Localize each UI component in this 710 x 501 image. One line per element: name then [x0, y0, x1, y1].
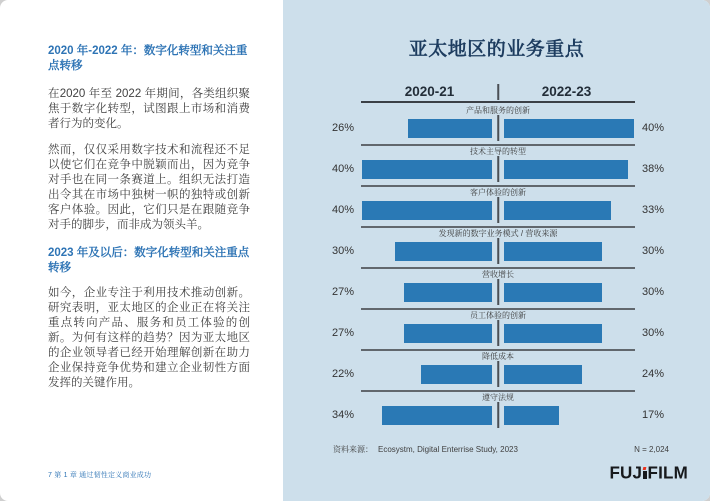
left-percent-label: 27% [331, 327, 354, 339]
chart-row [325, 185, 671, 226]
column-header-2020-21: 2020-21 [404, 84, 455, 99]
category-label: 遵守法规 [482, 393, 514, 402]
bar-2022-23 [504, 365, 582, 384]
bar-pair [361, 364, 635, 384]
right-percent-label: 30% [642, 286, 665, 298]
category-label: 技术主导的转型 [470, 147, 526, 156]
chart-source-row [333, 444, 671, 455]
bar-pair [361, 118, 635, 138]
header-divider-line [497, 84, 499, 100]
logo-text-suffix: FILM [647, 462, 688, 483]
row-separator-line [361, 349, 635, 351]
paragraph-1: 在2020 年至 2022 年期间，各类组织聚焦于数字化转型，试图跟上市场和消费者行为的变化。 [48, 88, 250, 131]
bar-pair [361, 241, 635, 261]
right-percent-label: 24% [642, 368, 665, 380]
chart-row [325, 308, 671, 349]
left-percent-label: 26% [331, 122, 354, 134]
right-percent-label: 30% [642, 327, 665, 339]
bar-pair [361, 200, 635, 220]
category-label: 发现新的数字业务模式 / 营收来源 [438, 229, 558, 238]
source-label: 资料来源： [333, 445, 373, 454]
row-separator-line [361, 226, 635, 228]
bar-pair [361, 405, 635, 425]
bar-2020-21 [395, 242, 493, 261]
bar-2022-23 [504, 160, 628, 179]
left-percent-label: 40% [331, 204, 354, 216]
chart-row [325, 267, 671, 308]
bar-2022-23 [504, 324, 602, 343]
chart-column-headers [361, 84, 635, 101]
chart-panel [283, 0, 710, 501]
chart-row [325, 349, 671, 390]
row-separator-line [361, 390, 635, 392]
center-divider-line [497, 361, 499, 387]
bar-2020-21 [404, 324, 492, 343]
logo-red-dot-icon [643, 467, 647, 470]
bar-2022-23 [504, 406, 559, 425]
chart-row [325, 226, 671, 267]
center-divider-line [497, 402, 499, 428]
left-text-column [48, 44, 250, 391]
bar-2022-23 [504, 283, 602, 302]
right-percent-label: 33% [642, 204, 665, 216]
center-divider-line [497, 197, 499, 223]
bar-pair [361, 282, 635, 302]
right-percent-label: 38% [642, 163, 665, 175]
bar-2020-21 [404, 283, 492, 302]
row-separator-line [361, 185, 635, 187]
chart-row [325, 390, 671, 431]
chart-rows [325, 103, 671, 431]
bar-2022-23 [504, 201, 611, 220]
source-text: Ecosystm, Digital Enterrise Study, 2023 [378, 445, 518, 454]
left-percent-label: 22% [331, 368, 354, 380]
fujifilm-logo [609, 462, 688, 483]
bar-pair [361, 159, 635, 179]
bar-2020-21 [421, 365, 493, 384]
chart-row [325, 144, 671, 185]
logo-i-glyph [643, 466, 646, 479]
category-label: 降低成本 [482, 352, 514, 361]
right-percent-label: 40% [642, 122, 665, 134]
page-footer: 7 第 1 章 通过韧性定义商业成功 [48, 472, 152, 479]
bar-2020-21 [362, 201, 492, 220]
bar-pair [361, 323, 635, 343]
right-percent-label: 30% [642, 245, 665, 257]
logo-text-prefix: FUJ [609, 462, 643, 483]
bar-2020-21 [408, 119, 493, 138]
category-label: 客户体验的创新 [470, 188, 526, 197]
category-label: 营收增长 [482, 270, 514, 279]
bar-2022-23 [504, 242, 602, 261]
right-percent-label: 17% [642, 409, 665, 421]
center-divider-line [497, 156, 499, 182]
paragraph-3: 如今，企业专注于利用技术推动创新。研究表明，亚太地区的企业正在将关注重点转向产品、服务和员工体验的创新。为何有这样的趋势？因为亚太地区的企业领导者已经开始理解创新在助力企业保持竞争优势和建立企业韧性方面发挥的关键作用。 [48, 287, 250, 389]
center-divider-line [497, 238, 499, 264]
left-percent-label: 40% [331, 163, 354, 175]
left-percent-label: 27% [331, 286, 354, 298]
center-divider-line [497, 115, 499, 141]
center-divider-line [497, 279, 499, 305]
logo-i-stem [643, 471, 646, 479]
chart-title: 亚太地区的业务重点 [408, 39, 585, 60]
center-divider-line [497, 320, 499, 346]
sample-size: N = 2,024 [634, 445, 669, 454]
bar-2020-21 [362, 160, 492, 179]
column-header-2022-23: 2022-23 [541, 84, 592, 99]
row-separator-line [361, 308, 635, 310]
bar-2020-21 [382, 406, 493, 425]
category-label: 员工体验的创新 [470, 311, 526, 320]
row-separator-line [361, 267, 635, 269]
row-separator-line [361, 144, 635, 146]
left-percent-label: 34% [331, 409, 354, 421]
category-label: 产品和服务的创新 [466, 106, 530, 115]
diverging-bar-chart [325, 84, 671, 455]
bar-2022-23 [504, 119, 634, 138]
left-percent-label: 30% [331, 245, 354, 257]
section-heading-1: 2020 年-2022 年：数字化转型和关注重点转移 [48, 45, 248, 73]
section-heading-2: 2023 年及以后：数字化转型和关注重点转移 [48, 246, 250, 274]
paragraph-2: 然而，仅仅采用数字技术和流程还不足以使它们在竞争中脱颖而出，因为竞争对手也在同一条赛道上。组织无法打造出令其在市场中独树一帜的独特或创新客户体验。因此，它们只是在跟随竞争对手的脚步，而非成为领头羊。 [48, 144, 250, 231]
chart-row [325, 103, 671, 144]
